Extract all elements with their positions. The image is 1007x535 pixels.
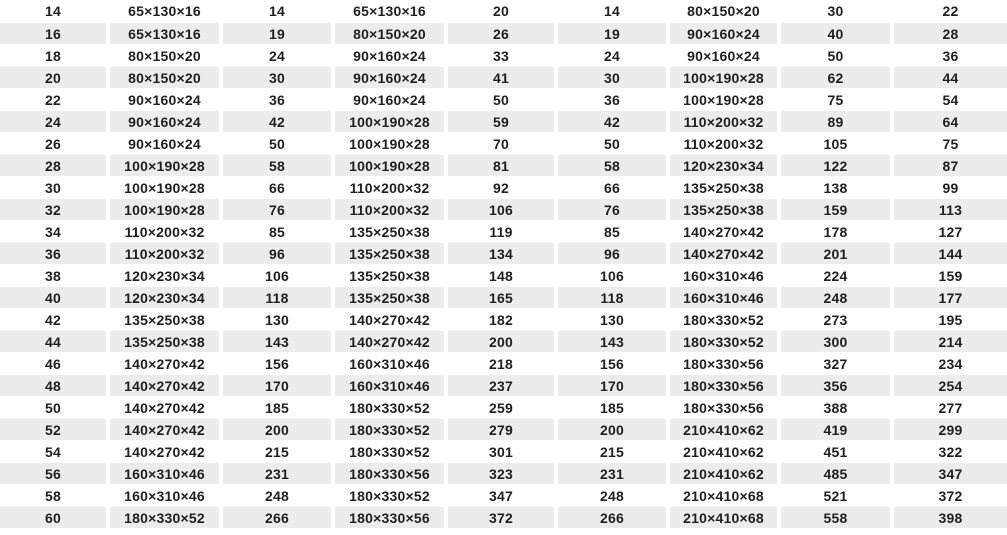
table-cell: 140×270×42: [670, 221, 781, 243]
table-cell: 279: [448, 419, 558, 441]
table-cell: 33: [448, 45, 558, 67]
table-cell: 156: [558, 353, 670, 375]
table-cell: 26: [448, 23, 558, 45]
table-cell: 14: [223, 0, 335, 23]
table-cell: 558: [781, 507, 894, 529]
table-cell: 90×160×24: [670, 45, 781, 67]
table-cell: 58: [0, 485, 110, 507]
table-cell: 26: [0, 133, 110, 155]
table-cell: 140×270×42: [110, 397, 223, 419]
table-cell: 122: [781, 155, 894, 177]
table-cell: 30: [0, 177, 110, 199]
table-row: [0, 507, 1007, 529]
table-cell: 135×250×38: [670, 199, 781, 221]
table-cell: 218: [448, 353, 558, 375]
table-cell: 148: [448, 265, 558, 287]
table-cell: 119: [448, 221, 558, 243]
table-cell: 105: [781, 133, 894, 155]
table-cell: 135×250×38: [335, 265, 448, 287]
table-cell: 180×330×52: [670, 309, 781, 331]
table-cell: 100×190×28: [110, 155, 223, 177]
table-cell: 160×310×46: [335, 375, 448, 397]
table-cell: 160×310×46: [110, 463, 223, 485]
table-cell: 110×200×32: [110, 221, 223, 243]
table-cell: 159: [781, 199, 894, 221]
table-cell: 299: [894, 419, 1007, 441]
table-cell: 201: [781, 243, 894, 265]
table-cell: 180×330×56: [670, 375, 781, 397]
table-cell: 200: [448, 331, 558, 353]
table-cell: 120×230×34: [110, 265, 223, 287]
table-cell: 42: [558, 111, 670, 133]
table-cell: 180×330×56: [670, 397, 781, 419]
table-cell: 75: [894, 133, 1007, 155]
table-cell: 180×330×56: [670, 353, 781, 375]
table-cell: 200: [558, 419, 670, 441]
table-row: [0, 23, 1007, 45]
table-cell: 110×200×32: [110, 243, 223, 265]
table-cell: 419: [781, 419, 894, 441]
table-cell: 143: [223, 331, 335, 353]
table-cell: 34: [0, 221, 110, 243]
table-cell: 224: [781, 265, 894, 287]
table-cell: 159: [894, 265, 1007, 287]
table-row: [0, 441, 1007, 463]
table-cell: 130: [558, 309, 670, 331]
table-cell: 248: [558, 485, 670, 507]
table-cell: 28: [894, 23, 1007, 45]
table-cell: 110×200×32: [670, 111, 781, 133]
table-cell: 44: [894, 67, 1007, 89]
table-cell: 18: [0, 45, 110, 67]
table-cell: 180×330×52: [110, 507, 223, 529]
table-cell: 143: [558, 331, 670, 353]
table-cell: 110×200×32: [335, 177, 448, 199]
table-cell: 135×250×38: [335, 287, 448, 309]
table-cell: 234: [894, 353, 1007, 375]
table-cell: 24: [223, 45, 335, 67]
table-cell: 182: [448, 309, 558, 331]
table-cell: 135×250×38: [110, 309, 223, 331]
table-cell: 259: [448, 397, 558, 419]
table-cell: 90×160×24: [110, 111, 223, 133]
table-cell: 398: [894, 507, 1007, 529]
table-row: [0, 67, 1007, 89]
table-cell: 62: [781, 67, 894, 89]
table-cell: 80×150×20: [110, 67, 223, 89]
table-cell: 521: [781, 485, 894, 507]
table-cell: 215: [558, 441, 670, 463]
table-cell: 178: [781, 221, 894, 243]
table-cell: 185: [223, 397, 335, 419]
table-cell: 160×310×46: [670, 265, 781, 287]
table-cell: 185: [558, 397, 670, 419]
table-cell: 180×330×52: [335, 485, 448, 507]
table-cell: 156: [223, 353, 335, 375]
table-cell: 54: [894, 89, 1007, 111]
table-cell: 135×250×38: [335, 221, 448, 243]
table-cell: 210×410×62: [670, 441, 781, 463]
table-cell: 41: [448, 67, 558, 89]
table-cell: 273: [781, 309, 894, 331]
table-cell: 140×270×42: [110, 375, 223, 397]
table-cell: 210×410×68: [670, 507, 781, 529]
table-cell: 118: [223, 287, 335, 309]
table-cell: 135×250×38: [110, 331, 223, 353]
table-row: [0, 419, 1007, 441]
table-cell: 118: [558, 287, 670, 309]
table-row: [0, 331, 1007, 353]
table-cell: 50: [781, 45, 894, 67]
table-cell: 100×190×28: [110, 199, 223, 221]
table-cell: 80×150×20: [670, 0, 781, 23]
table-cell: 80×150×20: [335, 23, 448, 45]
table-cell: 90×160×24: [670, 23, 781, 45]
table-cell: 210×410×62: [670, 463, 781, 485]
table-cell: 36: [558, 89, 670, 111]
table-cell: 90×160×24: [335, 89, 448, 111]
table-cell: 356: [781, 375, 894, 397]
table-cell: 177: [894, 287, 1007, 309]
table-cell: 130: [223, 309, 335, 331]
table-cell: 140×270×42: [110, 353, 223, 375]
table-cell: 277: [894, 397, 1007, 419]
table-cell: 80×150×20: [110, 45, 223, 67]
table-cell: 14: [0, 0, 110, 23]
table-row: [0, 287, 1007, 309]
table-cell: 90×160×24: [110, 133, 223, 155]
table-cell: 40: [0, 287, 110, 309]
table-cell: 30: [781, 0, 894, 23]
table-cell: 54: [0, 441, 110, 463]
table-cell: 120×230×34: [110, 287, 223, 309]
table-cell: 347: [448, 485, 558, 507]
table-cell: 160×310×46: [110, 485, 223, 507]
table-cell: 56: [0, 463, 110, 485]
table-cell: 180×330×52: [670, 331, 781, 353]
table-cell: 76: [223, 199, 335, 221]
table-cell: 46: [0, 353, 110, 375]
table-row: [0, 177, 1007, 199]
table-cell: 248: [223, 485, 335, 507]
table-cell: 50: [558, 133, 670, 155]
table-row: [0, 375, 1007, 397]
table-cell: 76: [558, 199, 670, 221]
table-cell: 254: [894, 375, 1007, 397]
table-cell: 160×310×46: [335, 353, 448, 375]
table-cell: 100×190×28: [335, 155, 448, 177]
table-cell: 28: [0, 155, 110, 177]
table-cell: 347: [894, 463, 1007, 485]
table-cell: 106: [558, 265, 670, 287]
table-cell: 42: [0, 309, 110, 331]
table-row: [0, 133, 1007, 155]
table-cell: 180×330×56: [335, 463, 448, 485]
table-cell: 30: [223, 67, 335, 89]
table-cell: 135×250×38: [335, 243, 448, 265]
table-cell: 140×270×42: [670, 243, 781, 265]
table-cell: 66: [223, 177, 335, 199]
table-cell: 170: [223, 375, 335, 397]
table-cell: 90×160×24: [335, 45, 448, 67]
table-cell: 96: [223, 243, 335, 265]
table-cell: 64: [894, 111, 1007, 133]
table-cell: 266: [223, 507, 335, 529]
table-cell: 170: [558, 375, 670, 397]
table-cell: 485: [781, 463, 894, 485]
table-cell: 231: [558, 463, 670, 485]
table-row: [0, 485, 1007, 507]
table-cell: 75: [781, 89, 894, 111]
table-cell: 210×410×62: [670, 419, 781, 441]
table-cell: 106: [223, 265, 335, 287]
table-cell: 36: [894, 45, 1007, 67]
table-cell: 36: [0, 243, 110, 265]
table-cell: 215: [223, 441, 335, 463]
table-cell: 140×270×42: [335, 309, 448, 331]
table-cell: 248: [781, 287, 894, 309]
table-cell: 210×410×68: [670, 485, 781, 507]
table-row: [0, 45, 1007, 67]
table-cell: 58: [558, 155, 670, 177]
table-cell: 87: [894, 155, 1007, 177]
table-cell: 372: [894, 485, 1007, 507]
table-cell: 81: [448, 155, 558, 177]
table-row: [0, 463, 1007, 485]
table-cell: 44: [0, 331, 110, 353]
table-cell: 200: [223, 419, 335, 441]
table-cell: 65×130×16: [335, 0, 448, 23]
table-row: [0, 89, 1007, 111]
table-cell: 85: [558, 221, 670, 243]
table-row: [0, 309, 1007, 331]
table-cell: 160×310×46: [670, 287, 781, 309]
table-cell: 24: [558, 45, 670, 67]
table-cell: 19: [558, 23, 670, 45]
table-cell: 451: [781, 441, 894, 463]
table-row: [0, 221, 1007, 243]
table-cell: 89: [781, 111, 894, 133]
table-cell: 110×200×32: [670, 133, 781, 155]
table-cell: 100×190×28: [335, 133, 448, 155]
table-row: [0, 199, 1007, 221]
table-row: [0, 353, 1007, 375]
table-cell: 180×330×52: [335, 419, 448, 441]
table-cell: 20: [448, 0, 558, 23]
table-cell: 42: [223, 111, 335, 133]
table-cell: 372: [448, 507, 558, 529]
table-cell: 120×230×34: [670, 155, 781, 177]
table-cell: 113: [894, 199, 1007, 221]
table-cell: 20: [0, 67, 110, 89]
table-row: [0, 265, 1007, 287]
table-cell: 65×130×16: [110, 0, 223, 23]
table-cell: 140×270×42: [110, 441, 223, 463]
table-cell: 66: [558, 177, 670, 199]
table-cell: 52: [0, 419, 110, 441]
table-cell: 180×330×52: [335, 441, 448, 463]
table-cell: 140×270×42: [335, 331, 448, 353]
table-cell: 14: [558, 0, 670, 23]
table-cell: 100×190×28: [670, 89, 781, 111]
table-cell: 90×160×24: [110, 89, 223, 111]
table-cell: 388: [781, 397, 894, 419]
table-cell: 40: [781, 23, 894, 45]
table-cell: 90×160×24: [335, 67, 448, 89]
table-cell: 38: [0, 265, 110, 287]
table-cell: 96: [558, 243, 670, 265]
table-cell: 214: [894, 331, 1007, 353]
table-cell: 50: [223, 133, 335, 155]
table-cell: 50: [448, 89, 558, 111]
table-cell: 24: [0, 111, 110, 133]
table-cell: 266: [558, 507, 670, 529]
table-cell: 32: [0, 199, 110, 221]
table-cell: 16: [0, 23, 110, 45]
table-cell: 36: [223, 89, 335, 111]
table-row: [0, 155, 1007, 177]
table-cell: 106: [448, 199, 558, 221]
table-cell: 100×190×28: [335, 111, 448, 133]
table-cell: 19: [223, 23, 335, 45]
table-cell: 70: [448, 133, 558, 155]
table-cell: 100×190×28: [670, 67, 781, 89]
table-cell: 127: [894, 221, 1007, 243]
table-cell: 58: [223, 155, 335, 177]
table-cell: 65×130×16: [110, 23, 223, 45]
table-cell: 138: [781, 177, 894, 199]
table-cell: 48: [0, 375, 110, 397]
table-cell: 144: [894, 243, 1007, 265]
table-cell: 323: [448, 463, 558, 485]
table-cell: 22: [894, 0, 1007, 23]
table-cell: 180×330×56: [335, 507, 448, 529]
table-cell: 60: [0, 507, 110, 529]
table-cell: 30: [558, 67, 670, 89]
table-cell: 231: [223, 463, 335, 485]
table-cell: 99: [894, 177, 1007, 199]
table-cell: 300: [781, 331, 894, 353]
table-cell: 110×200×32: [335, 199, 448, 221]
table-row: [0, 111, 1007, 133]
table-cell: 322: [894, 441, 1007, 463]
table-cell: 195: [894, 309, 1007, 331]
table-row: [0, 243, 1007, 265]
table-cell: 135×250×38: [670, 177, 781, 199]
table-cell: 85: [223, 221, 335, 243]
table-cell: 22: [0, 89, 110, 111]
table-cell: 100×190×28: [110, 177, 223, 199]
table-cell: 301: [448, 441, 558, 463]
table-cell: 327: [781, 353, 894, 375]
table-row: [0, 397, 1007, 419]
table-cell: 59: [448, 111, 558, 133]
table-cell: 237: [448, 375, 558, 397]
table-cell: 92: [448, 177, 558, 199]
table-cell: 180×330×52: [335, 397, 448, 419]
table-cell: 140×270×42: [110, 419, 223, 441]
table-cell: 50: [0, 397, 110, 419]
table-cell: 134: [448, 243, 558, 265]
table-row: [0, 0, 1007, 23]
table-cell: 165: [448, 287, 558, 309]
